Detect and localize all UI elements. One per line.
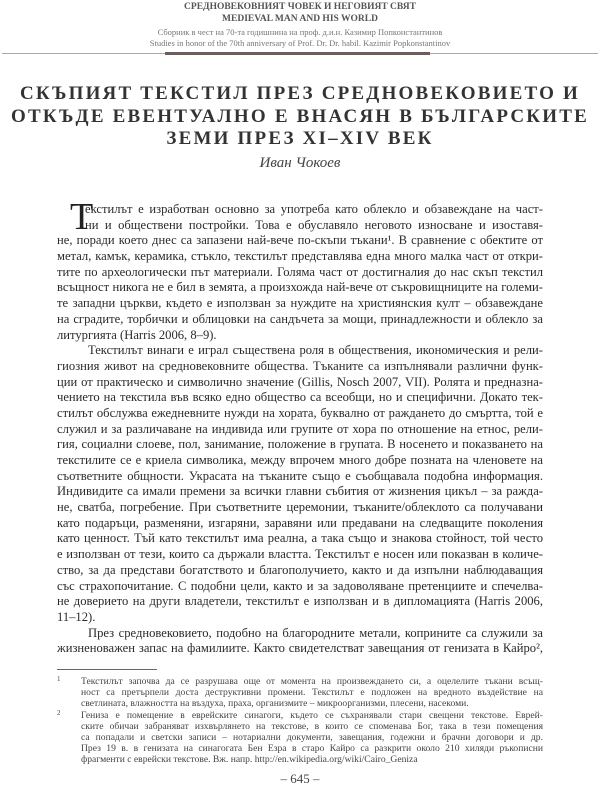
paragraph-1-lines (57, 202, 543, 343)
text-line: метал, камък, керамика, стъкло, текстилът представлява една много малка част от откри- (57, 249, 543, 264)
running-header-bg: СРЕДНОВЕКОВНИЯТ ЧОВЕК И НЕГОВИЯТ СВЯТ (184, 2, 416, 12)
paragraph-3 (57, 626, 543, 657)
article-body (57, 196, 543, 657)
text-line: всъщност никога не е бил в земята, а произхожда най-вече от съкровищниците на големи- (57, 280, 543, 295)
text-line: ство, за да представи богатството и благополучието, както и да изпълни наблюдаващия (57, 562, 543, 577)
title-line: ЗЕМИ ПРЕЗ XI–XIV ВЕК (166, 128, 434, 149)
text-line: гиозния живот на средновековните общества. Тъканите са изпълнявали различни функ- (57, 358, 543, 373)
text-line: светлината, влажността на въздуха, праха, организмите – микроорганизми, плесени, насекоми. (81, 698, 469, 710)
page-number: – 645 – (280, 771, 320, 786)
footnote-number: 1 (57, 675, 61, 683)
text-line: са попадали и светски записи – нотариални документи, завещания, годежни и брачни договори и др. (81, 731, 543, 743)
text-line: 11–12). (57, 609, 96, 624)
text-line: През средновековието, подобно на благородните метали, коприните са служили за (88, 625, 543, 640)
footnote (57, 710, 543, 766)
header-rule-accent (165, 52, 430, 55)
text-line: със страхопочитание. С подобни цели, както и за задоволяване претенциите и спечелва- (57, 578, 543, 593)
text-line: служил и за различаване на индивида или групите от хора по отношение на етнос, рели- (57, 421, 543, 436)
text-line: Индивидите са имали премени за всички главни събития от жизнения цикъл – за ражда- (57, 484, 543, 499)
text-line: те западни църкви, където е използван за нуждите на християнския култ – обзавеждане (57, 296, 543, 311)
paragraph-2 (57, 343, 543, 625)
text-line: ции от практическо и символично значение (Gillis, Nosch 2007, VII). Ролята и предназна- (57, 374, 543, 389)
text-line: фрагменти с еврейски текстове. Вж. напр. http://en.wikipedia.org/wiki/Cairo_Geniza (81, 754, 418, 766)
footnote-rule (57, 669, 157, 670)
text-line: като подаръци, разменяни, изгаряни, заравяни или предавани на следващите поколения (57, 515, 543, 530)
title-line: СКЪПИЯТ ТЕКСТИЛ ПРЕЗ СРЕДНОВЕКОВИЕТО И (19, 83, 581, 104)
footnotes (57, 676, 543, 766)
text-line: Гениза е помещение в еврейските синагоги, където се съхранявали стари свещени текстове. Еврей- (81, 709, 543, 721)
text-line: чението на текстила във всяко едно общество са всеобщи, но и специфични. Докато тек- (57, 390, 543, 405)
running-header-en: MEDIEVAL MAN AND HIS WORLD (222, 14, 378, 24)
article-title (0, 83, 600, 151)
text-line: на сградите, торбички и облицовки на сандъчета за мощи, принадлежности и облекло за (57, 311, 543, 326)
text-line: съответните общности. Украсата на тъканите също е съобщавала подобна информация. (57, 468, 543, 483)
text-line: През 19 в. в генизата на синагогата Бен Езра в старо Кайро са разкрити около 210 хиляди ръкописни (81, 743, 543, 755)
text-line: ност са претърпели доста деструктивни промени. Текстилът е подложен на вредното въздействие на (81, 687, 543, 699)
footnote (57, 676, 543, 710)
text-line: ските обичаи забраняват изхвърлянето на текстове, в които се споменава Бог, така в тези помещения (81, 720, 543, 732)
text-line: Текстилът започва да се разрушава още от момента на произвеждането си, а оцелелите тъкани всъщ- (81, 676, 543, 687)
collection-subtitle-bg: Сборник в чест на 70-та годишнина на проф. д.и.н. Казимир Попконстантинов (157, 27, 443, 37)
footnote-number: 2 (57, 708, 61, 717)
text-line: тите по археологически път материали. Голяма част от достигналия до нас скъп текстил (57, 264, 543, 279)
drop-cap: Т (70, 196, 94, 238)
text-line: екстилът е изработван основно за употреба като облекло и обзавеждане на част- (85, 202, 543, 216)
text-line: жизненоважен запас на фамилиите. Както свидетелстват завещания от генизата в Кайро², (57, 641, 543, 656)
text-line: гия, социални слоеве, пол, занимание, положение в групата. В носенето и показването на (57, 437, 543, 452)
text-line: литургията (Harris 2006, 8–9). (57, 327, 217, 342)
title-line: ОТКЪДЕ ЕВЕНТУАЛНО Е ВНАСЯН В БЪЛГАРСКИТЕ (10, 105, 589, 127)
text-line: като ценност. Тъй като текстилът има реална, а така също и знакова стойност, той често (57, 531, 543, 546)
text-line: текстилите се е криела символика, между впрочем много добре позната на членовете на (57, 453, 543, 467)
text-line: не доверието на други владетели, текстилът е използван и в дипломацията (Harris 2006, (57, 594, 543, 609)
collection-subtitle-en: Studies in honor of the 70th anniversary of Prof. Dr. Dr. habil. Kazimir Popkonstantinov (149, 38, 451, 48)
text-line: не, поради което днес са запазени най-вече по-скъпи тъкани¹. В сравнение с обектите от (57, 233, 543, 248)
text-line: Текстилът винаги е играл съществена роля в обществения, икономическия и рели- (88, 343, 543, 358)
text-line: стилът обслужва ежедневните нужди на хората, буквално от раждането до смъртта, той е (57, 405, 543, 420)
text-line: е използван от тези, които са държали властта. Текстилът е носен или показван в количе- (57, 547, 543, 562)
text-line: не, сватба, погребение. При съответните церемонии, тъканите/облеклото са получавани (57, 500, 543, 515)
text-line: ни и обществени постройки. Това е обуславяло неговото износване и изоставя- (85, 217, 543, 232)
article-author: Иван Чокоев (259, 155, 341, 171)
